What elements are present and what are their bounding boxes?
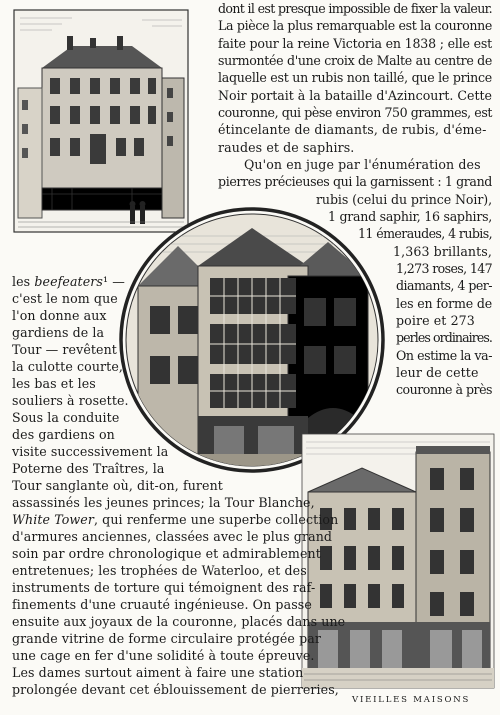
engraving-top-left bbox=[12, 8, 190, 234]
text-line: 11 émeraudes, 4 rubis, bbox=[358, 226, 492, 241]
text-line: diamants, 4 per- bbox=[396, 278, 492, 293]
text-line: l'on donne aux bbox=[12, 308, 107, 323]
text-line: Tour — revêtent bbox=[12, 342, 117, 357]
text-line: souliers à rosette. bbox=[12, 393, 129, 408]
text-line: surmontée d'une croix de Malte au centre de bbox=[218, 53, 492, 68]
text-line: La pièce la plus remarquable est la couronne bbox=[218, 18, 492, 33]
engraving-caption: VIEILLES MAISONS bbox=[352, 695, 471, 705]
engraving-bottom-right bbox=[300, 432, 496, 690]
text-line: couronne à près bbox=[396, 382, 492, 397]
text-line: la culotte courte, bbox=[12, 359, 123, 374]
text-line: Sous la conduite bbox=[12, 410, 120, 425]
text-line: Poterne des Traîtres, la bbox=[12, 461, 165, 476]
text-line: White Tower, qui renferme une superbe collection bbox=[12, 512, 339, 527]
text-line: finements d'une cruauté ingénieuse. On passe bbox=[12, 597, 312, 612]
text-line: dont il est presque impossible de fixer la valeur. bbox=[218, 1, 492, 16]
text-line: gardiens de la bbox=[12, 325, 105, 340]
text-line: soin par ordre chronologique et admirablement bbox=[12, 546, 321, 561]
text-line: On estime la va- bbox=[396, 348, 492, 363]
text-line: Tour sanglante où, dit-on, furent bbox=[12, 478, 223, 493]
text-line: ensuite aux joyaux de la couronne, placés dans une bbox=[12, 614, 346, 629]
text-line: raudes et de saphirs. bbox=[218, 140, 355, 155]
text-line: faite pour la reine Victoria en 1838 ; elle est bbox=[218, 36, 492, 51]
text-line: leur de cette bbox=[396, 365, 479, 380]
text-line: les en forme de bbox=[396, 296, 492, 311]
text-line: laquelle est un rubis non taillé, que le prince bbox=[218, 70, 492, 85]
text-line: 1,363 brillants, bbox=[393, 244, 492, 259]
text-line: grande vitrine de forme circulaire protégée par bbox=[12, 631, 321, 646]
text-line: visite successivement la bbox=[12, 444, 169, 459]
text-line: étincelante de diamants, de rubis, d'éme- bbox=[218, 122, 487, 137]
text-line: assassinés les jeunes princes; la Tour Blanche, bbox=[12, 495, 315, 510]
text-line: prolongée devant cet éblouissement de pierreries, bbox=[12, 682, 339, 697]
text-line: perles ordinaires. bbox=[396, 330, 492, 345]
text-line: des gardiens on bbox=[12, 427, 115, 442]
text-line: Noir portait à la bataille d'Azincourt. Cette bbox=[218, 88, 492, 103]
text-line: rubis (celui du prince Noir), bbox=[316, 192, 492, 207]
text-line: Qu'on en juge par l'énumération des bbox=[244, 157, 481, 172]
text-line: les bas et les bbox=[12, 376, 96, 391]
text-line: pierres précieuses qui la garnissent : 1 grand bbox=[218, 174, 492, 189]
text-line: d'armures anciennes, classées avec le plus grand bbox=[12, 529, 333, 544]
text-line: entretenues; les trophées de Waterloo, et des bbox=[12, 563, 307, 578]
text-line: une cage en fer d'une solidité à toute épreuve. bbox=[12, 648, 315, 663]
text-line: 1 grand saphir, 16 saphirs, bbox=[328, 209, 492, 224]
text-line: poire et 273 bbox=[396, 313, 475, 328]
text-line: 1,273 roses, 147 bbox=[396, 261, 492, 276]
text-line: c'est le nom que bbox=[12, 291, 118, 306]
text-line: les beefeaters¹ — bbox=[12, 274, 125, 289]
text-line: couronne, qui pèse environ 750 grammes, est bbox=[218, 105, 492, 120]
text-line: instruments de torture qui témoignent des raf- bbox=[12, 580, 316, 595]
text-line: Les dames surtout aiment à faire une station bbox=[12, 665, 304, 680]
